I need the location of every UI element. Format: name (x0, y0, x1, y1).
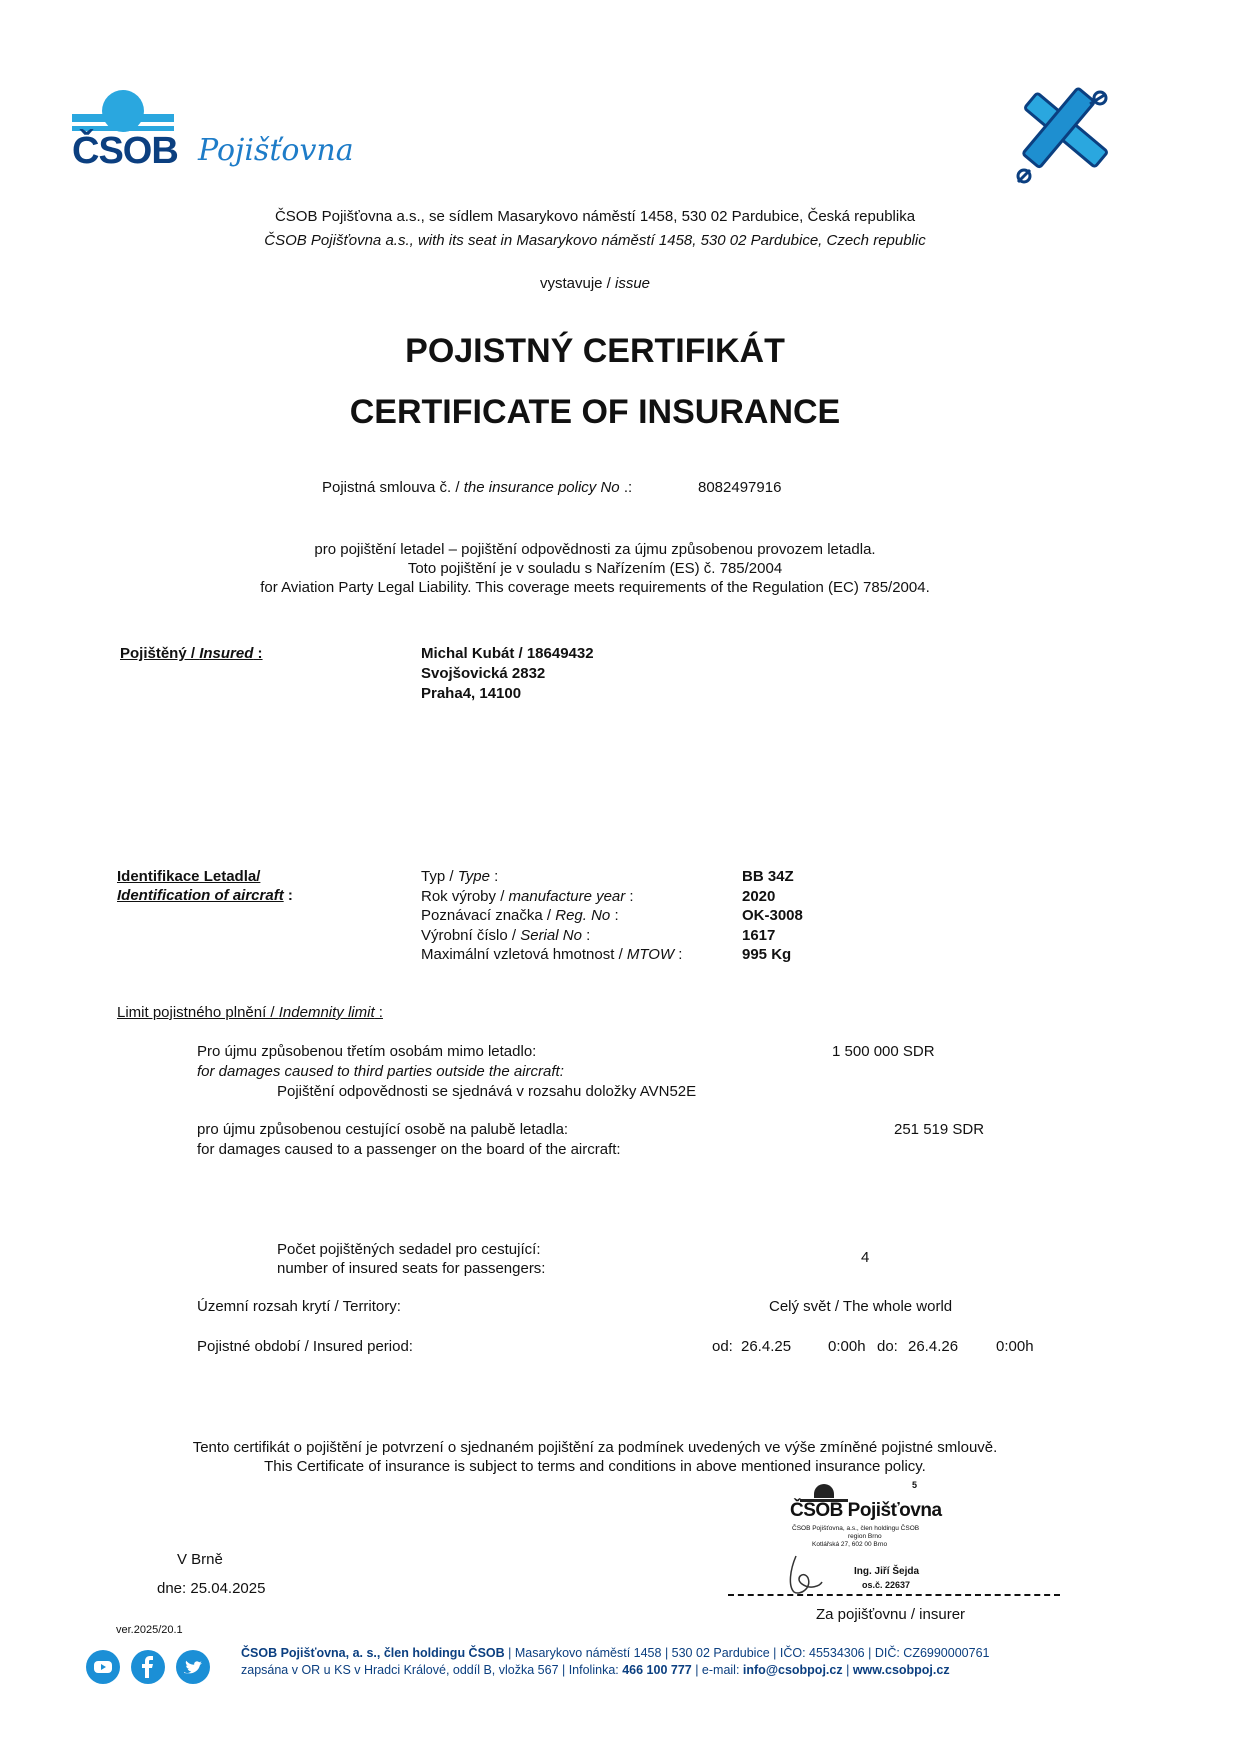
insured-city: Praha4, 14100 (421, 685, 522, 702)
period-from-date: 26.4.25 (741, 1338, 792, 1355)
insured-label-cz: Pojištěný / (120, 645, 200, 662)
territory-value: Celý svět / The whole world (769, 1298, 953, 1315)
footer-registry: zapsána v OR u KS v Hradci Králové, oddíl B, vložka 567 | Infolinka: (241, 1663, 623, 1677)
seats-value: 4 (861, 1249, 870, 1266)
territory-label (197, 1297, 401, 1317)
stamp-name: Ing. Jiří Šejda (854, 1566, 920, 1577)
policy-label (322, 478, 632, 497)
aircraft-row-serial: Výrobní číslo / Serial No : (421, 926, 591, 944)
issue-en: issue (615, 275, 651, 292)
aircraft-value-reg: OK-3008 (742, 907, 803, 925)
territory-label-text: Územní rozsah krytí / Territory: (197, 1298, 401, 1315)
title-en: CERTIFICATE OF INSURANCE (349, 393, 841, 431)
period-to-date: 26.4.26 (908, 1338, 959, 1355)
aircraft-value-serial: 1617 (742, 926, 776, 944)
stamp-sub-3: Kotlářská 27, 602 00 Brno (812, 1541, 888, 1548)
aircraft-label (117, 867, 293, 905)
aircraft-value-mtow: 995 Kg (742, 946, 792, 964)
limit-passenger-cz: pro újmu způsobenou cestující osobě na palubě letadla: (197, 1121, 569, 1138)
aircraft-label-cz: Identifikace Letadla/ (117, 868, 261, 885)
footer-line-1 (241, 1645, 989, 1661)
aircraft-row-mtow: Maximální vzletová hmotnost / MTOW : (421, 946, 683, 964)
policy-number: 8082497916 (698, 479, 782, 496)
insured-label-en: Insured (199, 645, 254, 662)
youtube-icon[interactable] (86, 1650, 120, 1684)
stamp-number: os.č. 22637 (862, 1580, 911, 1590)
header-line-cz: ČSOB Pojišťovna a.s., se sídlem Masarykovo náměstí 1458, 530 02 Pardubice, Česká republika (274, 208, 916, 225)
logo-csob-text: ČSOB (72, 130, 178, 172)
limit-third-cz: Pro újmu způsobenou třetím osobám mimo letadlo: (197, 1043, 537, 1060)
footer-email-link[interactable]: info@csobpoj.cz (742, 1663, 843, 1677)
aircraft-value-type: BB 34Z (742, 868, 794, 885)
limit-third-value: 1 500 000 SDR (832, 1043, 935, 1060)
signature-line (728, 1594, 1060, 1596)
place: V Brně (177, 1551, 223, 1568)
aircraft-rows (421, 867, 682, 965)
policy-label-en: the insurance policy No (463, 479, 620, 496)
policy-label-suffix: .: (619, 479, 633, 496)
closing-cz: Tento certifikát o pojištění je potvrzení o sjednaném pojištění za podmínek uvedených ve výše zmíněné pojistné smlouvě. (192, 1439, 998, 1456)
stamp-sub-2: region Brno (848, 1533, 882, 1540)
limit-label-cz: Limit pojistného plnění / (117, 1004, 279, 1021)
logo-pojistovna-text: Pojišťovna (198, 133, 354, 168)
issue-cz: vystavuje / (539, 275, 615, 292)
intro-line-1: pro pojištění letadel – pojištění odpovědnosti za újmu způsobenou provozem letadla. (314, 541, 876, 558)
footer-address: | Masarykovo náměstí 1458 | 530 02 Pardubice | IČO: 45534306 | DIČ: CZ6990000761 (504, 1646, 990, 1660)
aircraft-row-reg: Poznávací značka / Reg. No : (421, 907, 619, 925)
stamp-sub-1: ČSOB Pojišťovna, a.s., člen holdingu ČSOB (792, 1525, 920, 1532)
aircraft-row-year: Rok výroby / manufacture year : (421, 887, 634, 905)
date-label: dne: (157, 1580, 187, 1597)
stamp-logo-dot (814, 1484, 834, 1498)
limit-passenger-en: for damages caused to a passenger on the board of the aircraft: (197, 1141, 621, 1158)
signature-icon (782, 1552, 832, 1598)
limit-label-en: Indemnity limit (278, 1004, 375, 1021)
facebook-icon[interactable] (131, 1650, 165, 1684)
twitter-icon[interactable] (176, 1650, 210, 1684)
footer-phone[interactable]: 466 100 777 (622, 1663, 692, 1677)
period-from-label: od: (712, 1338, 733, 1355)
aircraft-value-year: 2020 (742, 887, 776, 905)
period-from-time: 0:00h (828, 1338, 866, 1355)
date-value: 25.04.2025 (190, 1580, 266, 1597)
insured-name: Michal Kubát / 18649432 (421, 645, 594, 662)
period-to-time: 0:00h (996, 1338, 1034, 1355)
date-line (157, 1579, 265, 1598)
aircraft-label-suffix: : (283, 887, 293, 904)
stamp-brand: ČSOB Pojišťovna (790, 1500, 942, 1521)
period-to-label: do: (877, 1338, 898, 1355)
aircraft-row-type: Typ / Type : (421, 868, 499, 885)
period-label: Pojistné období / Insured period: (197, 1338, 413, 1355)
closing-en: This Certificate of insurance is subject to terms and conditions in above mentioned insurance policy. (264, 1458, 926, 1475)
footer-web-link[interactable]: www.csobpoj.cz (852, 1663, 950, 1677)
policy-label-cz: Pojistná smlouva č. / (322, 479, 464, 496)
aircraft-values (742, 867, 803, 965)
stamp-corner-number: 5 (912, 1480, 918, 1490)
seats-label-cz: Počet pojištěných sedadel pro cestující: (277, 1241, 541, 1258)
airplane-icon (1006, 82, 1126, 192)
limit-label-suffix: : (374, 1004, 383, 1021)
footer-company: ČSOB Pojišťovna, a. s., člen holdingu ČSOB (241, 1646, 505, 1660)
footer-line-2: zapsána v OR u KS v Hradci Králové, oddíl B, vložka 567 | Infolinka: 466 100 777 | e-mail: info@csobpoj.cz | www.csobpoj.cz (241, 1663, 950, 1677)
limit-passenger-value: 251 519 SDR (894, 1121, 985, 1138)
intro-line-2: Toto pojištění je v souladu s Nařízením (ES) č. 785/2004 (407, 560, 783, 577)
insured-street: Svojšovická 2832 (421, 665, 546, 682)
title-cz: POJISTNÝ CERTIFIKÁT (405, 332, 785, 370)
version: ver.2025/20.1 (116, 1624, 183, 1636)
aircraft-label-en: Identification of aircraft (117, 887, 284, 904)
limit-third-en: for damages caused to third parties outside the aircraft: (197, 1063, 564, 1080)
issue-line (0, 274, 1190, 293)
signature-caption: Za pojišťovnu / insurer (816, 1606, 966, 1623)
seats-label-en: number of insured seats for passengers: (277, 1260, 546, 1277)
insured-label-suffix: : (253, 645, 263, 662)
insured-label (120, 644, 263, 663)
intro-line-3: for Aviation Party Legal Liability. This coverage meets requirements of the Regulation (EC) 785/2004. (260, 579, 930, 596)
limit-avn-note: Pojištění odpovědnosti se sjednává v rozsahu doložky AVN52E (277, 1083, 697, 1100)
logo-bar (72, 114, 174, 122)
header-line-en: ČSOB Pojišťovna a.s., with its seat in Masarykovo náměstí 1458, 530 02 Pardubice, Czech republic (264, 232, 926, 249)
limit-label (117, 1003, 383, 1022)
